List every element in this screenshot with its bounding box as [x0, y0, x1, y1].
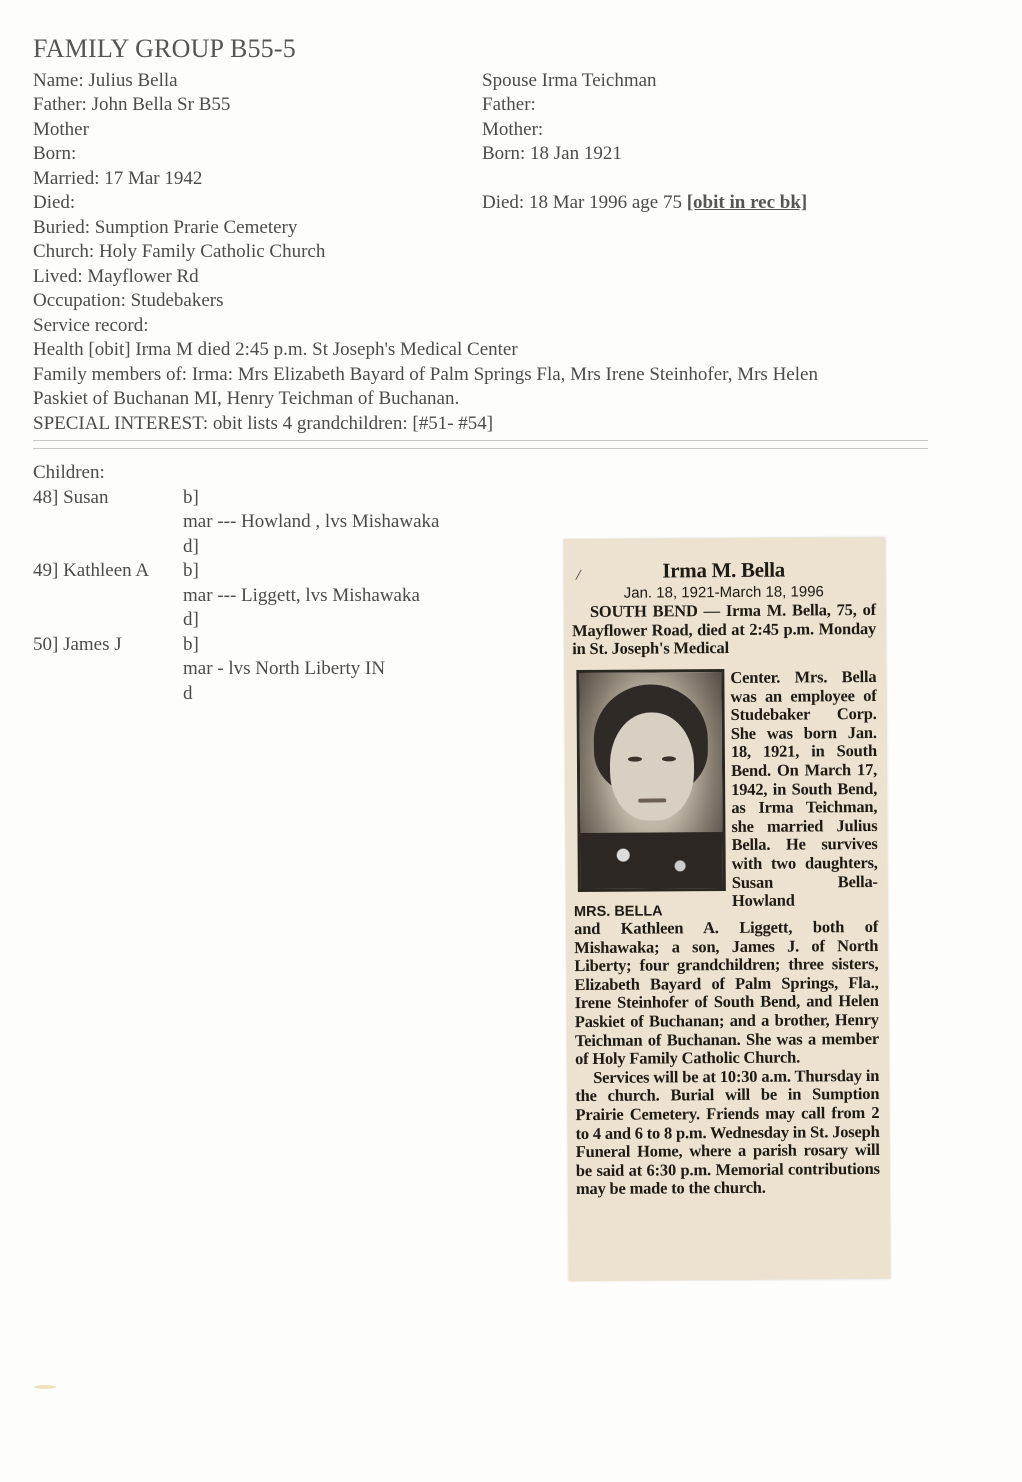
died-field: Died:: [33, 192, 76, 213]
child-died: d]: [183, 609, 199, 630]
lived-field: Lived: Mayflower Rd: [33, 266, 199, 287]
name-field: Name: Julius Bella: [33, 70, 178, 91]
occupation-field: Occupation: Studebakers: [33, 290, 224, 311]
child-married: mar --- Liggett, lvs Mishawaka: [183, 585, 420, 606]
special-interest: SPECIAL INTEREST: obit lists 4 grandchildren: [#51- #54]: [33, 413, 494, 434]
family-members-line-2: Paskiet of Buchanan MI, Henry Teichman of Buchanan.: [33, 388, 460, 409]
obituary-body: [574, 918, 880, 1199]
spouse-died-text: Died: 18 Mar 1996 age 75: [482, 192, 682, 213]
buried-field: Buried: Sumption Prarie Cemetery: [33, 217, 298, 238]
photo-caption: MRS. BELLA: [573, 903, 663, 921]
obituary-services: Services will be at 10:30 a.m. Thursday in the church. Burial will be in Sumption Prairie Cemetery. Friends may call from 2 to 4 and 6 to 8 p.m. Wednesday in St. Joseph Funeral Home, where a parish rosary will be said at 6:30 p.m. Memorial contributions may be made to the church.: [575, 1065, 880, 1199]
married-field: Married: 17 Mar 1942: [33, 168, 203, 189]
obituary-side-text: Center. Mrs. Bella was an employee of Studebaker Corp. She was born Jan. 18, 1921, in South Bend. On March 17, 1942, in South Bend, as Irma Teichman, she married Julius Bella. He survives with two daughters, Susan Bella-Howland: [730, 666, 878, 911]
child-married: mar - lvs North Liberty IN: [183, 658, 386, 679]
page-title: FAMILY GROUP B55-5: [33, 34, 296, 63]
family-members-line-1: Family members of: Irma: Mrs Elizabeth Bayard of Palm Springs Fla, Mrs Irene Steinhofer, Mrs Helen: [33, 364, 818, 385]
child-born: b]: [183, 634, 199, 655]
child-born: b]: [183, 560, 199, 581]
born-field: Born:: [33, 143, 77, 164]
stray-pen-mark: /: [574, 566, 582, 585]
child-name: 50] James J: [33, 634, 122, 655]
church-field: Church: Holy Family Catholic Church: [33, 241, 326, 262]
obituary-photo: [576, 669, 726, 892]
children-heading: Children:: [33, 462, 105, 483]
spouse-died-field: [482, 191, 807, 215]
health-field: Health [obit] Irma M died 2:45 p.m. St Joseph's Medical Center: [33, 339, 518, 360]
obituary-clipping: [563, 537, 890, 1281]
father-field: Father: John Bella Sr B55: [33, 94, 231, 115]
obituary-name: Irma M. Bella: [662, 557, 786, 583]
spouse-mother-field: Mother:: [482, 119, 544, 140]
child-married: mar --- Howland , lvs Mishawaka: [183, 511, 440, 532]
child-died: d: [183, 683, 193, 704]
spouse-father-field: Father:: [482, 94, 536, 115]
paper-speck: [34, 1385, 56, 1389]
child-died: d]: [183, 536, 199, 557]
child-born: b]: [183, 487, 199, 508]
child-name: 49] Kathleen A: [33, 560, 150, 581]
obituary-dates: Jan. 18, 1921-March 18, 1996: [623, 583, 824, 602]
spouse-born-field: Born: 18 Jan 1921: [482, 143, 622, 164]
service-record-field: Service record:: [33, 315, 149, 336]
mother-field: Mother: [33, 119, 89, 140]
obituary-lead: SOUTH BEND — Irma M. Bella, 75, of Mayflower Road, died at 2:45 p.m. Monday in St. Joseph's Medical: [571, 599, 877, 659]
obit-link[interactable]: [obit in rec bk]: [686, 192, 808, 213]
separator-rule: [33, 440, 928, 449]
child-name: 48] Susan: [33, 487, 109, 508]
spouse-field: Spouse Irma Teichman: [482, 70, 657, 91]
obituary-survivors: and Kathleen A. Liggett, both of Mishawaka; a son, James J. of North Liberty; four grandchildren; three sisters, Elizabeth Bayard of Palm Springs, Fla., Irene Steinhofer of South Bend, and Helen Paskiet of Buchanan; and a brother, Henry Teichman of Buchanan. She was a member of Holy Family Catholic Church.: [574, 916, 879, 1069]
